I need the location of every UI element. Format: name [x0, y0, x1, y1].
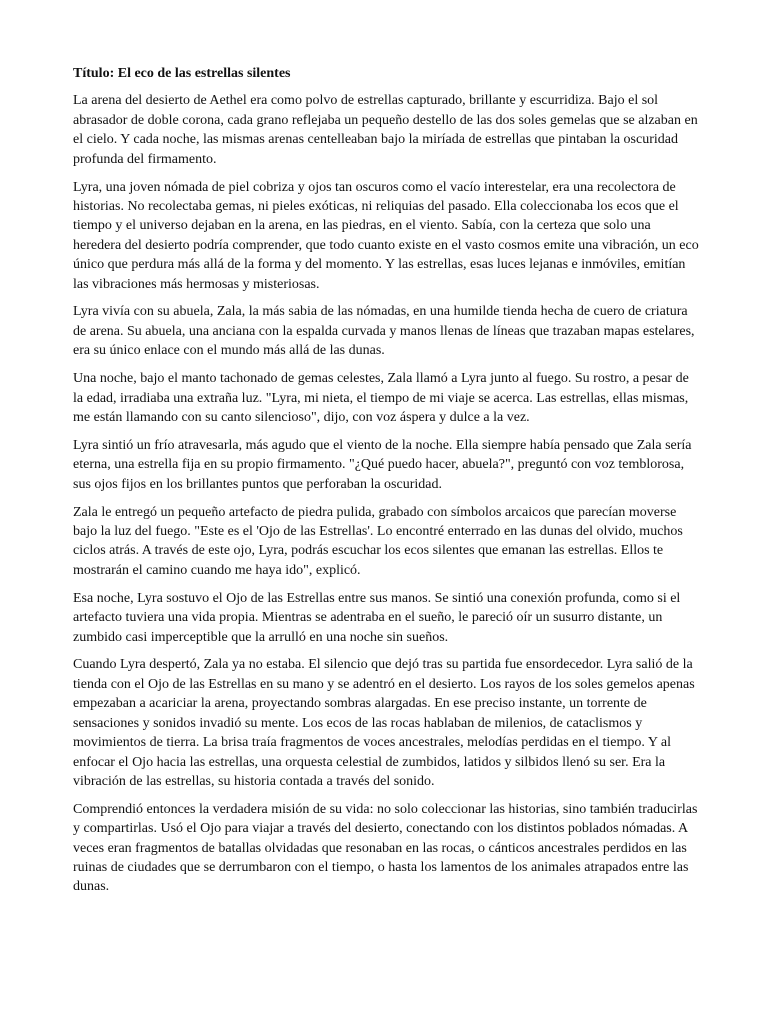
paragraph-8: Cuando Lyra despertó, Zala ya no estaba. El silencio que dejó tras su partida fue ensordecedor. Lyra salió de la tienda con el Ojo de las Estrellas en su mano y se adentró en el desierto. Los rayos de los soles gemelos apenas empezaban a acariciar la arena, proyectando sombras alargadas. En ese preciso instante, un torrente de sensaciones y sonidos invadió su mente. Los ecos de las rocas hablaban de milenios, de cataclismos y movimientos de tierra. La brisa traía fragmentos de voces ancestrales, melodías perdidas en el tiempo. Y al enfocar el Ojo hacia las estrellas, una orquesta celestial de zumbidos, latidos y silbidos llenó su ser. Era la vibración de las estrellas, su historia contada a través del sonido.: [73, 657, 695, 789]
paragraph-4: Una noche, bajo el manto tachonado de gemas celestes, Zala llamó a Lyra junto al fuego. Su rostro, a pesar de la edad, irradiaba una extraña luz. "Lyra, mi nieta, el tiempo de mi viaje se acerca. Las estrellas, ellas mismas, me están llamando con su canto silencioso", dijo, con voz áspera y dulce a la vez.: [73, 371, 689, 425]
paragraph-1: La arena del desierto de Aethel era como polvo de estrellas capturado, brillante y escurridiza. Bajo el sol abrasador de doble corona, cada grano reflejaba un pequeño destello de las dos soles gemelas que se alzaban en el cielo. Y cada noche, las mismas arenas centelleaban bajo la miríada de estrellas que pintaban la oscuridad profunda del firmamento.: [73, 93, 698, 167]
document-page: [73, 64, 701, 905]
paragraph-2: Lyra, una joven nómada de piel cobriza y ojos tan oscuros como el vacío interestelar, era una recolectora de historias. No recolectaba gemas, ni pieles exóticas, ni reliquias del pasado. Ella coleccionaba los ecos que el tiempo y el universo dejaban en la arena, en las piedras, en el viento. Sabía, con la certeza que solo una heredera del desierto podría comprender, que todo cuanto existe en el vasto cosmos emite una vibración, un eco único que perdura más allá de la forma y del momento. Y las estrellas, esas luces lejanas e inmóviles, emitían las vibraciones más hermosas y misteriosas.: [73, 179, 699, 292]
paragraph-3: Lyra vivía con su abuela, Zala, la más sabia de las nómadas, en una humilde tienda hecha de cuero de criatura de arena. Su abuela, una anciana con la espalda curvada y manos llenas de líneas que trazaban mapas estelares, era su único enlace con el mundo más allá de las dunas.: [73, 304, 695, 359]
paragraph-5: Lyra sintió un frío atravesarla, más agudo que el viento de la noche. Ella siempre había pensado que Zala sería eterna, una estrella fija en su propio firmamento. "¿Qué puedo hacer, abuela?", preguntó con voz temblorosa, sus ojos fijos en los brillantes puntos que perforaban la oscuridad.: [73, 437, 692, 492]
paragraph-7: Esa noche, Lyra sostuvo el Ojo de las Estrellas entre sus manos. Se sintió una conexión profunda, como si el artefacto tuviera una vida propia. Mientras se adentraba en el sueño, le pareció oír un susurro distante, un zumbido casi imperceptible que la arrulló en una noche sin sueños.: [73, 590, 681, 645]
document-title: Título: El eco de las estrellas silentes: [73, 66, 291, 81]
paragraph-9: Comprendió entonces la verdadera misión de su vida: no solo coleccionar las historias, sino también traducirlas y compartirlas. Usó el Ojo para viajar a través del desierto, conectando con los distintos poblados nómadas. A veces eran fragmentos de batallas olvidadas que resonaban en las rocas, o cánticos ancestrales perdidos en las ruinas de ciudades que se derrumbaron con el tiempo, o hasta los lamentos de los animales atrapados entre las dunas.: [73, 801, 698, 895]
paragraph-6: Zala le entregó un pequeño artefacto de piedra pulida, grabado con símbolos arcaicos que parecían moverse bajo la luz del fuego. "Este es el 'Ojo de las Estrellas'. Lo encontré enterrado en las dunas del olvido, muchos ciclos atrás. A través de este ojo, Lyra, podrás escuchar los ecos silentes que emanan las estrellas. Ellos te mostrarán el camino cuando me haya ido", explicó.: [73, 504, 683, 578]
